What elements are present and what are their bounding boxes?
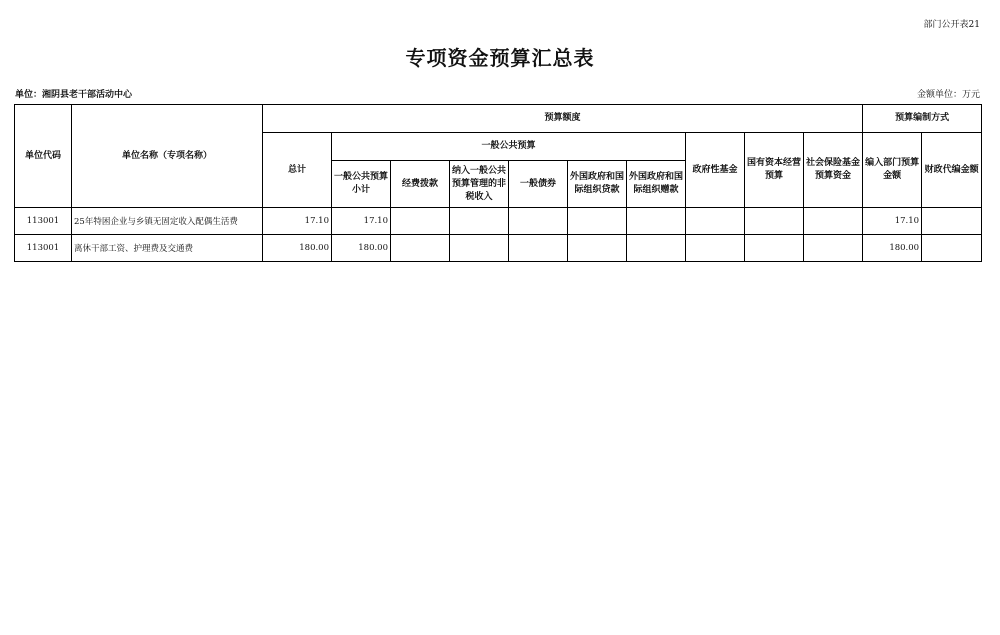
cell-state-capital	[745, 235, 804, 262]
page-title: 专项资金预算汇总表	[405, 46, 595, 70]
header-foreign-loan: 外国政府和国际组织贷款	[568, 161, 627, 208]
cell-gp-subtotal: 180.00	[332, 235, 391, 262]
cell-code: 113001	[15, 208, 72, 235]
header-fiscal-agent: 财政代编金额	[922, 133, 982, 208]
unit-label: 单位：湘阴县老干部活动中心	[15, 90, 133, 100]
header-total: 总计	[263, 133, 332, 208]
header-general-bond: 一般债券	[509, 161, 568, 208]
page-number: 部门公开表21	[923, 20, 980, 30]
header-dept-amount: 编入部门预算金额	[863, 133, 922, 208]
cell-non-tax	[450, 208, 509, 235]
budget-table	[14, 104, 982, 262]
header-state-capital: 国有资本经营预算	[745, 133, 804, 208]
cell-funding	[391, 208, 450, 235]
header-general-public-budget: 一般公共预算	[332, 133, 686, 161]
cell-gp-subtotal: 17.10	[332, 208, 391, 235]
cell-gov-fund	[686, 208, 745, 235]
header-funding: 经费拨款	[391, 161, 450, 208]
table-row	[15, 235, 982, 262]
header-unit-code: 单位代码	[15, 105, 72, 208]
cell-general-bond	[509, 208, 568, 235]
cell-foreign-loan	[568, 235, 627, 262]
cell-social-insurance	[804, 208, 863, 235]
cell-foreign-grant	[627, 208, 686, 235]
cell-funding	[391, 235, 450, 262]
amount-unit-label: 金额单位：万元	[916, 90, 980, 100]
cell-dept-amount: 17.10	[863, 208, 922, 235]
header-foreign-grant: 外国政府和国际组织赠款	[627, 161, 686, 208]
cell-state-capital	[745, 208, 804, 235]
cell-total: 180.00	[263, 235, 332, 262]
header-gov-fund: 政府性基金	[686, 133, 745, 208]
header-budget-amount: 预算额度	[263, 105, 863, 133]
header-unit-name: 单位名称（专项名称）	[72, 105, 263, 208]
cell-foreign-loan	[568, 208, 627, 235]
table-row	[15, 208, 982, 235]
cell-foreign-grant	[627, 235, 686, 262]
cell-gov-fund	[686, 235, 745, 262]
header-non-tax: 纳入一般公共预算管理的非税收入	[450, 161, 509, 208]
cell-name: 25年特困企业与乡镇无固定收入配偶生活费	[72, 208, 263, 235]
cell-general-bond	[509, 235, 568, 262]
header-compile-method: 预算编制方式	[863, 105, 982, 133]
cell-code: 113001	[15, 235, 72, 262]
cell-total: 17.10	[263, 208, 332, 235]
cell-fiscal-agent	[922, 208, 982, 235]
cell-non-tax	[450, 235, 509, 262]
cell-dept-amount: 180.00	[863, 235, 922, 262]
header-social-insurance: 社会保险基金预算资金	[804, 133, 863, 208]
cell-name: 离休干部工资、护理费及交通费	[72, 235, 263, 262]
cell-social-insurance	[804, 235, 863, 262]
header-gp-subtotal: 一般公共预算小计	[332, 161, 391, 208]
cell-fiscal-agent	[922, 235, 982, 262]
